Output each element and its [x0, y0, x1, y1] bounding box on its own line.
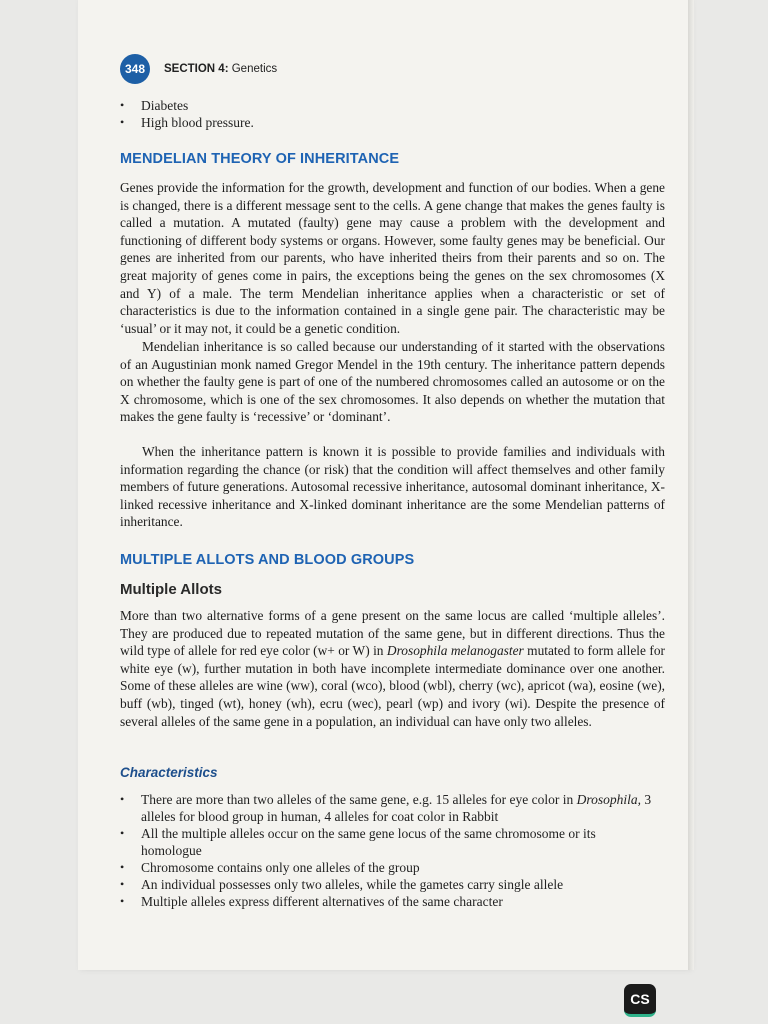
characteristics-list — [120, 791, 652, 910]
list-item — [120, 791, 652, 825]
list-item: • Multiple alleles express different alternatives of the same character — [120, 893, 652, 910]
species-name: Drosophila, — [576, 792, 641, 807]
page-number-badge: 348 — [120, 54, 150, 84]
mendelian-heading: MENDELIAN THEORY OF INHERITANCE — [120, 151, 400, 167]
section-label — [164, 63, 277, 75]
multiple-allots-paragraph — [120, 607, 665, 730]
camscanner-logo: CS — [624, 984, 656, 1017]
species-name: Drosophila melanogaster — [386, 643, 524, 659]
para-text: mutated to form allele for white eye (w), further mutation in both have incomplete intermediate dominance over one another. Some of these alleles are wine (ww), coral (wco), blood (wbl), cherry (wc), apricot (wa), eosine (we), buff (wb), tinged (wt), honey (wh), ecru (wec), pearl (wp) and ivory (wi). Despite the presence of several alleles of the same gene in a population, an individual can have only two alleles. — [120, 643, 665, 729]
section-name: Genetics — [228, 63, 278, 75]
page-header — [120, 52, 277, 86]
characteristics-heading: Characteristics — [120, 765, 218, 780]
page-edge — [688, 0, 694, 970]
multiple-allots-subheading: Multiple Allots — [120, 581, 222, 598]
intro-bullet-list — [120, 97, 254, 131]
para-text: More than two alternative forms of a gene present on the same locus are called ‘multiple alleles’. They are produced due to repeated mutation of the same gene, but in different directions. Thus the wild type of allele for red eye color (w+ or W) in — [120, 608, 665, 659]
multiple-allots-heading: MULTIPLE ALLOTS AND BLOOD GROUPS — [120, 552, 415, 568]
list-item: • Diabetes — [120, 97, 254, 114]
list-item: • Chromosome contains only one alleles of the group — [120, 859, 652, 876]
list-item: • High blood pressure. — [120, 114, 254, 131]
list-item: • All the multiple alleles occur on the same gene locus of the same chromosome or its homologue — [120, 825, 652, 859]
section-bold: SECTION 4: — [164, 63, 229, 75]
mendelian-paragraph-3: When the inheritance pattern is known it is possible to provide families and individuals with information regarding the chance (or risk) that the condition will affect themselves and other family members of future generations. Autosomal recessive inheritance, autosomal dominant inheritance, X-linked recessive inheritance and X-linked dominant inheritance are the some Mendelian patterns of inheritance. — [120, 444, 665, 530]
list-item: • An individual possesses only two alleles, while the gametes carry single allele — [120, 876, 652, 893]
mendelian-paragraph-2: Mendelian inheritance is so called because our understanding of it started with the observations of an Augustinian monk named Gregor Mendel in the 19th century. The inheritance pattern depends on whether the faulty gene is part of one of the numbered chromosomes called an autosome or on the X chromosome, which is one of the sex chromosomes. It also depends on whether the mutation that makes the gene faulty is ‘recessive’ or ‘dominant’. — [120, 339, 665, 425]
item-text: There are more than two alleles of the same gene, e.g. 15 alleles for eye color in — [141, 792, 577, 807]
mendelian-paragraph-1: Genes provide the information for the growth, development and function of our bodies. When a gene is changed, there is a different message sent to the cells. A gene change that makes the genes faulty is called a mutation. A mutated (faulty) gene may cause a problem with the development and functioning of different body systems or organs. However, some faulty genes may be beneficial. Our genes are inherited from our parents, who have inherited theirs from their parents and so on. The great majority of genes come in pairs, the exceptions being the genes on the sex chromosomes (X and Y) of a male. The term Mendelian inheritance applies when a characteristic or set of characteristics is due to the information contained in a single gene pair. The characteristic may be ‘usual’ or it may not, it could be a genetic condition. — [120, 180, 665, 336]
item-text: 3 alleles for blood group in human, 4 alleles for coat color in Rabbit — [141, 792, 652, 824]
